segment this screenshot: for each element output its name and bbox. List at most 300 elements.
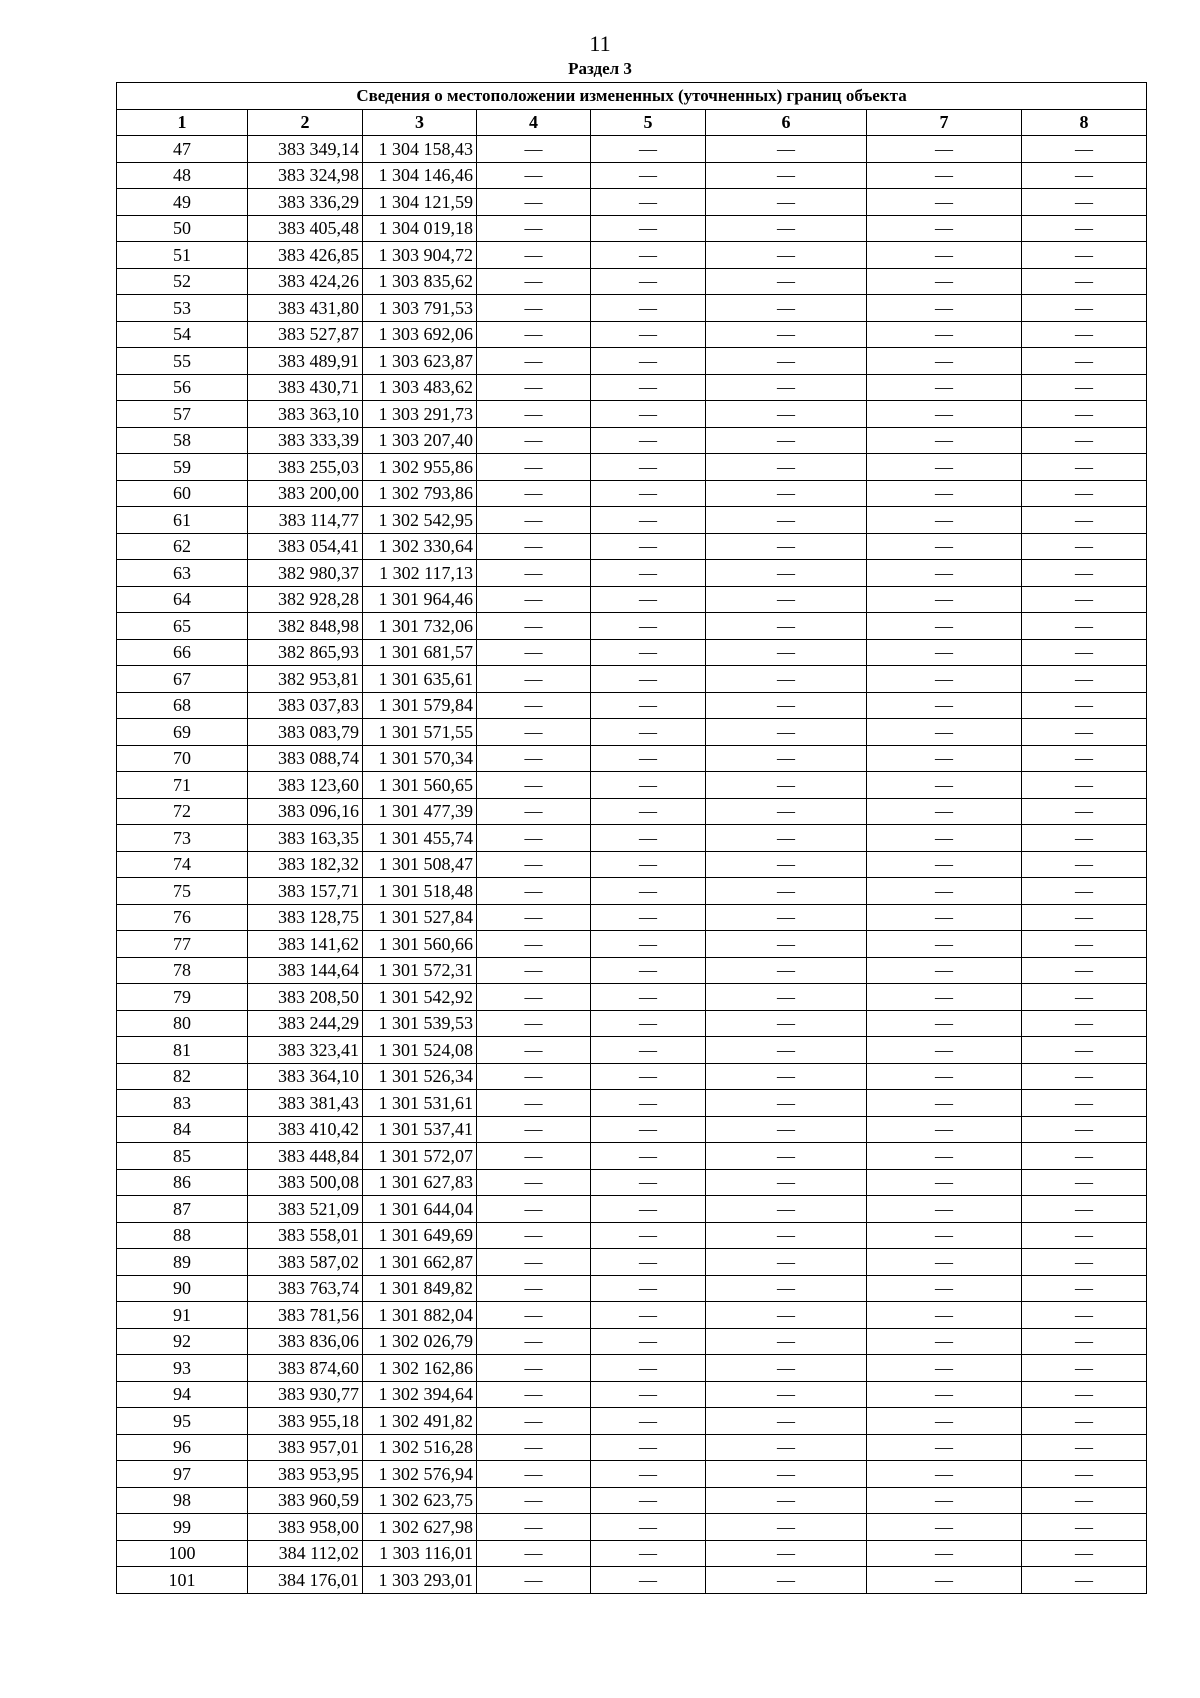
empty-dash-cell: — <box>867 772 1022 799</box>
empty-dash-cell: — <box>1022 639 1147 666</box>
coordinate-y-cell: 1 303 791,53 <box>363 295 477 322</box>
empty-dash-cell: — <box>867 401 1022 428</box>
empty-dash-cell: — <box>706 931 867 958</box>
coordinate-x-cell: 383 405,48 <box>248 215 363 242</box>
empty-dash-cell: — <box>477 1514 591 1541</box>
table-row <box>117 321 1147 348</box>
empty-dash-cell: — <box>706 374 867 401</box>
point-number-cell: 85 <box>117 1143 248 1170</box>
empty-dash-cell: — <box>706 162 867 189</box>
column-header: 5 <box>591 109 706 136</box>
empty-dash-cell: — <box>867 507 1022 534</box>
empty-dash-cell: — <box>591 1355 706 1382</box>
empty-dash-cell: — <box>1022 162 1147 189</box>
empty-dash-cell: — <box>706 454 867 481</box>
empty-dash-cell: — <box>706 268 867 295</box>
table-row <box>117 666 1147 693</box>
empty-dash-cell: — <box>1022 772 1147 799</box>
empty-dash-cell: — <box>706 507 867 534</box>
empty-dash-cell: — <box>867 1514 1022 1541</box>
coordinate-x-cell: 384 112,02 <box>248 1540 363 1567</box>
section-title: Раздел 3 <box>568 59 632 78</box>
table-row <box>117 533 1147 560</box>
coordinate-x-cell: 383 874,60 <box>248 1355 363 1382</box>
coordinate-x-cell: 382 865,93 <box>248 639 363 666</box>
empty-dash-cell: — <box>1022 931 1147 958</box>
empty-dash-cell: — <box>477 1143 591 1170</box>
point-number-cell: 53 <box>117 295 248 322</box>
point-number-cell: 99 <box>117 1514 248 1541</box>
empty-dash-cell: — <box>477 480 591 507</box>
table-row <box>117 1408 1147 1435</box>
empty-dash-cell: — <box>867 719 1022 746</box>
empty-dash-cell: — <box>591 1381 706 1408</box>
coordinate-x-cell: 383 083,79 <box>248 719 363 746</box>
empty-dash-cell: — <box>867 1302 1022 1329</box>
empty-dash-cell: — <box>477 851 591 878</box>
table-header-row <box>117 109 1147 136</box>
empty-dash-cell: — <box>1022 1540 1147 1567</box>
empty-dash-cell: — <box>591 1567 706 1594</box>
empty-dash-cell: — <box>1022 825 1147 852</box>
empty-dash-cell: — <box>867 215 1022 242</box>
coordinate-x-cell: 383 123,60 <box>248 772 363 799</box>
empty-dash-cell: — <box>591 904 706 931</box>
empty-dash-cell: — <box>867 957 1022 984</box>
empty-dash-cell: — <box>1022 374 1147 401</box>
column-header: 1 <box>117 109 248 136</box>
empty-dash-cell: — <box>591 1063 706 1090</box>
empty-dash-cell: — <box>1022 1328 1147 1355</box>
empty-dash-cell: — <box>1022 1169 1147 1196</box>
table-row <box>117 1196 1147 1223</box>
empty-dash-cell: — <box>867 1355 1022 1382</box>
empty-dash-cell: — <box>867 268 1022 295</box>
coordinate-y-cell: 1 301 627,83 <box>363 1169 477 1196</box>
empty-dash-cell: — <box>867 1381 1022 1408</box>
empty-dash-cell: — <box>706 1381 867 1408</box>
empty-dash-cell: — <box>591 1275 706 1302</box>
coordinate-y-cell: 1 301 964,46 <box>363 586 477 613</box>
empty-dash-cell: — <box>477 586 591 613</box>
empty-dash-cell: — <box>867 1275 1022 1302</box>
table-row <box>117 904 1147 931</box>
coordinate-x-cell: 383 960,59 <box>248 1487 363 1514</box>
empty-dash-cell: — <box>477 1010 591 1037</box>
table-row <box>117 1381 1147 1408</box>
coordinate-y-cell: 1 302 955,86 <box>363 454 477 481</box>
table-row <box>117 1222 1147 1249</box>
table-row <box>117 1037 1147 1064</box>
table-row <box>117 507 1147 534</box>
empty-dash-cell: — <box>477 1355 591 1382</box>
empty-dash-cell: — <box>706 1514 867 1541</box>
point-number-cell: 64 <box>117 586 248 613</box>
empty-dash-cell: — <box>477 772 591 799</box>
empty-dash-cell: — <box>477 719 591 746</box>
empty-dash-cell: — <box>477 639 591 666</box>
table-body <box>117 136 1147 1594</box>
empty-dash-cell: — <box>591 1143 706 1170</box>
table-row <box>117 772 1147 799</box>
coordinate-x-cell: 384 176,01 <box>248 1567 363 1594</box>
coordinate-x-cell: 383 930,77 <box>248 1381 363 1408</box>
empty-dash-cell: — <box>477 825 591 852</box>
empty-dash-cell: — <box>867 1037 1022 1064</box>
empty-dash-cell: — <box>706 798 867 825</box>
empty-dash-cell: — <box>1022 1143 1147 1170</box>
coordinate-x-cell: 382 848,98 <box>248 613 363 640</box>
table-row <box>117 136 1147 163</box>
point-number-cell: 71 <box>117 772 248 799</box>
empty-dash-cell: — <box>591 1487 706 1514</box>
empty-dash-cell: — <box>1022 242 1147 269</box>
empty-dash-cell: — <box>867 745 1022 772</box>
coordinate-x-cell: 383 410,42 <box>248 1116 363 1143</box>
coordinate-x-cell: 383 037,83 <box>248 692 363 719</box>
coordinate-y-cell: 1 301 531,61 <box>363 1090 477 1117</box>
empty-dash-cell: — <box>477 1090 591 1117</box>
empty-dash-cell: — <box>591 1037 706 1064</box>
empty-dash-cell: — <box>1022 851 1147 878</box>
empty-dash-cell: — <box>867 1408 1022 1435</box>
empty-dash-cell: — <box>477 401 591 428</box>
empty-dash-cell: — <box>706 348 867 375</box>
empty-dash-cell: — <box>591 295 706 322</box>
coordinate-x-cell: 383 182,32 <box>248 851 363 878</box>
coordinate-y-cell: 1 302 491,82 <box>363 1408 477 1435</box>
coordinate-x-cell: 383 114,77 <box>248 507 363 534</box>
coordinate-y-cell: 1 301 527,84 <box>363 904 477 931</box>
empty-dash-cell: — <box>706 613 867 640</box>
table-row <box>117 1063 1147 1090</box>
empty-dash-cell: — <box>706 825 867 852</box>
empty-dash-cell: — <box>1022 878 1147 905</box>
point-number-cell: 101 <box>117 1567 248 1594</box>
boundary-coordinates-table <box>116 82 1147 1594</box>
coordinate-x-cell: 383 336,29 <box>248 189 363 216</box>
coordinate-x-cell: 383 587,02 <box>248 1249 363 1276</box>
table-row <box>117 1567 1147 1594</box>
empty-dash-cell: — <box>591 427 706 454</box>
coordinate-x-cell: 382 980,37 <box>248 560 363 587</box>
table-row <box>117 825 1147 852</box>
empty-dash-cell: — <box>706 1540 867 1567</box>
empty-dash-cell: — <box>867 851 1022 878</box>
empty-dash-cell: — <box>1022 613 1147 640</box>
coordinate-y-cell: 1 301 572,07 <box>363 1143 477 1170</box>
coordinate-y-cell: 1 301 849,82 <box>363 1275 477 1302</box>
empty-dash-cell: — <box>477 1381 591 1408</box>
empty-dash-cell: — <box>706 1567 867 1594</box>
table-row <box>117 931 1147 958</box>
empty-dash-cell: — <box>706 295 867 322</box>
empty-dash-cell: — <box>477 189 591 216</box>
coordinate-y-cell: 1 302 330,64 <box>363 533 477 560</box>
empty-dash-cell: — <box>867 798 1022 825</box>
empty-dash-cell: — <box>867 1010 1022 1037</box>
point-number-cell: 58 <box>117 427 248 454</box>
empty-dash-cell: — <box>591 878 706 905</box>
empty-dash-cell: — <box>1022 454 1147 481</box>
empty-dash-cell: — <box>867 162 1022 189</box>
empty-dash-cell: — <box>867 931 1022 958</box>
empty-dash-cell: — <box>706 321 867 348</box>
coordinate-y-cell: 1 301 524,08 <box>363 1037 477 1064</box>
empty-dash-cell: — <box>1022 1010 1147 1037</box>
empty-dash-cell: — <box>1022 533 1147 560</box>
empty-dash-cell: — <box>867 348 1022 375</box>
coordinate-y-cell: 1 301 477,39 <box>363 798 477 825</box>
point-number-cell: 65 <box>117 613 248 640</box>
coordinate-x-cell: 383 430,71 <box>248 374 363 401</box>
empty-dash-cell: — <box>477 878 591 905</box>
point-number-cell: 95 <box>117 1408 248 1435</box>
empty-dash-cell: — <box>591 533 706 560</box>
empty-dash-cell: — <box>1022 268 1147 295</box>
empty-dash-cell: — <box>591 1222 706 1249</box>
empty-dash-cell: — <box>1022 1567 1147 1594</box>
coordinate-y-cell: 1 302 516,28 <box>363 1434 477 1461</box>
table-row <box>117 1461 1147 1488</box>
table-row <box>117 692 1147 719</box>
coordinate-x-cell: 383 424,26 <box>248 268 363 295</box>
empty-dash-cell: — <box>706 878 867 905</box>
coordinate-y-cell: 1 304 158,43 <box>363 136 477 163</box>
coordinate-x-cell: 383 141,62 <box>248 931 363 958</box>
empty-dash-cell: — <box>867 480 1022 507</box>
point-number-cell: 89 <box>117 1249 248 1276</box>
point-number-cell: 82 <box>117 1063 248 1090</box>
point-number-cell: 49 <box>117 189 248 216</box>
empty-dash-cell: — <box>1022 1116 1147 1143</box>
empty-dash-cell: — <box>477 1567 591 1594</box>
point-number-cell: 91 <box>117 1302 248 1329</box>
empty-dash-cell: — <box>591 639 706 666</box>
table-row <box>117 586 1147 613</box>
coordinate-x-cell: 383 763,74 <box>248 1275 363 1302</box>
table-row <box>117 1514 1147 1541</box>
empty-dash-cell: — <box>867 613 1022 640</box>
coordinate-x-cell: 383 363,10 <box>248 401 363 428</box>
empty-dash-cell: — <box>706 1063 867 1090</box>
empty-dash-cell: — <box>706 692 867 719</box>
coordinate-x-cell: 383 431,80 <box>248 295 363 322</box>
empty-dash-cell: — <box>477 427 591 454</box>
empty-dash-cell: — <box>867 904 1022 931</box>
coordinate-x-cell: 383 144,64 <box>248 957 363 984</box>
empty-dash-cell: — <box>867 1461 1022 1488</box>
point-number-cell: 54 <box>117 321 248 348</box>
empty-dash-cell: — <box>1022 1355 1147 1382</box>
coordinate-y-cell: 1 301 644,04 <box>363 1196 477 1223</box>
empty-dash-cell: — <box>706 401 867 428</box>
empty-dash-cell: — <box>1022 401 1147 428</box>
empty-dash-cell: — <box>477 1249 591 1276</box>
table-row <box>117 268 1147 295</box>
coordinate-x-cell: 383 333,39 <box>248 427 363 454</box>
point-number-cell: 63 <box>117 560 248 587</box>
point-number-cell: 47 <box>117 136 248 163</box>
point-number-cell: 98 <box>117 1487 248 1514</box>
empty-dash-cell: — <box>706 1461 867 1488</box>
empty-dash-cell: — <box>867 1222 1022 1249</box>
empty-dash-cell: — <box>867 295 1022 322</box>
empty-dash-cell: — <box>591 1116 706 1143</box>
table-row <box>117 851 1147 878</box>
point-number-cell: 66 <box>117 639 248 666</box>
empty-dash-cell: — <box>591 745 706 772</box>
empty-dash-cell: — <box>477 1222 591 1249</box>
empty-dash-cell: — <box>591 798 706 825</box>
table-row <box>117 560 1147 587</box>
coordinate-x-cell: 383 489,91 <box>248 348 363 375</box>
empty-dash-cell: — <box>591 268 706 295</box>
coordinate-x-cell: 383 323,41 <box>248 1037 363 1064</box>
empty-dash-cell: — <box>591 613 706 640</box>
empty-dash-cell: — <box>1022 1063 1147 1090</box>
empty-dash-cell: — <box>591 1461 706 1488</box>
empty-dash-cell: — <box>1022 1408 1147 1435</box>
empty-dash-cell: — <box>477 1169 591 1196</box>
coordinate-y-cell: 1 301 539,53 <box>363 1010 477 1037</box>
coordinate-y-cell: 1 302 576,94 <box>363 1461 477 1488</box>
coordinate-x-cell: 383 521,09 <box>248 1196 363 1223</box>
table-row <box>117 427 1147 454</box>
empty-dash-cell: — <box>1022 957 1147 984</box>
empty-dash-cell: — <box>1022 560 1147 587</box>
empty-dash-cell: — <box>1022 719 1147 746</box>
empty-dash-cell: — <box>706 1010 867 1037</box>
table-row <box>117 162 1147 189</box>
coordinate-y-cell: 1 301 579,84 <box>363 692 477 719</box>
table-row <box>117 798 1147 825</box>
coordinate-x-cell: 383 088,74 <box>248 745 363 772</box>
coordinate-x-cell: 383 448,84 <box>248 1143 363 1170</box>
empty-dash-cell: — <box>867 1063 1022 1090</box>
empty-dash-cell: — <box>477 904 591 931</box>
coordinate-x-cell: 383 054,41 <box>248 533 363 560</box>
coordinate-x-cell: 382 928,28 <box>248 586 363 613</box>
empty-dash-cell: — <box>477 507 591 534</box>
empty-dash-cell: — <box>1022 798 1147 825</box>
point-number-cell: 77 <box>117 931 248 958</box>
point-number-cell: 72 <box>117 798 248 825</box>
empty-dash-cell: — <box>591 1169 706 1196</box>
empty-dash-cell: — <box>1022 1037 1147 1064</box>
point-number-cell: 48 <box>117 162 248 189</box>
coordinate-y-cell: 1 302 026,79 <box>363 1328 477 1355</box>
empty-dash-cell: — <box>591 401 706 428</box>
empty-dash-cell: — <box>867 1328 1022 1355</box>
coordinate-y-cell: 1 302 542,95 <box>363 507 477 534</box>
empty-dash-cell: — <box>706 480 867 507</box>
empty-dash-cell: — <box>591 162 706 189</box>
table-caption-row <box>117 83 1147 110</box>
empty-dash-cell: — <box>477 162 591 189</box>
empty-dash-cell: — <box>477 1196 591 1223</box>
empty-dash-cell: — <box>477 1302 591 1329</box>
empty-dash-cell: — <box>477 1116 591 1143</box>
empty-dash-cell: — <box>477 454 591 481</box>
table-row <box>117 639 1147 666</box>
coordinate-x-cell: 383 163,35 <box>248 825 363 852</box>
table-row <box>117 401 1147 428</box>
empty-dash-cell: — <box>706 586 867 613</box>
coordinate-y-cell: 1 303 692,06 <box>363 321 477 348</box>
table-row <box>117 1169 1147 1196</box>
coordinate-y-cell: 1 301 681,57 <box>363 639 477 666</box>
empty-dash-cell: — <box>867 1567 1022 1594</box>
coordinate-y-cell: 1 304 121,59 <box>363 189 477 216</box>
empty-dash-cell: — <box>706 1355 867 1382</box>
empty-dash-cell: — <box>706 1249 867 1276</box>
point-number-cell: 76 <box>117 904 248 931</box>
empty-dash-cell: — <box>591 374 706 401</box>
empty-dash-cell: — <box>867 1540 1022 1567</box>
empty-dash-cell: — <box>867 692 1022 719</box>
table-row <box>117 1434 1147 1461</box>
point-number-cell: 51 <box>117 242 248 269</box>
empty-dash-cell: — <box>867 1169 1022 1196</box>
empty-dash-cell: — <box>591 189 706 216</box>
empty-dash-cell: — <box>1022 480 1147 507</box>
page-number: 11 <box>589 31 611 56</box>
column-header: 4 <box>477 109 591 136</box>
column-header: 2 <box>248 109 363 136</box>
empty-dash-cell: — <box>1022 321 1147 348</box>
coordinate-y-cell: 1 301 542,92 <box>363 984 477 1011</box>
column-header: 6 <box>706 109 867 136</box>
point-number-cell: 68 <box>117 692 248 719</box>
table-row <box>117 242 1147 269</box>
coordinate-y-cell: 1 301 635,61 <box>363 666 477 693</box>
coordinate-x-cell: 383 324,98 <box>248 162 363 189</box>
point-number-cell: 83 <box>117 1090 248 1117</box>
coordinate-y-cell: 1 301 572,31 <box>363 957 477 984</box>
empty-dash-cell: — <box>706 984 867 1011</box>
empty-dash-cell: — <box>706 1090 867 1117</box>
point-number-cell: 69 <box>117 719 248 746</box>
empty-dash-cell: — <box>867 639 1022 666</box>
coordinate-y-cell: 1 301 571,55 <box>363 719 477 746</box>
empty-dash-cell: — <box>591 931 706 958</box>
empty-dash-cell: — <box>1022 136 1147 163</box>
empty-dash-cell: — <box>591 1090 706 1117</box>
empty-dash-cell: — <box>706 1037 867 1064</box>
empty-dash-cell: — <box>591 1434 706 1461</box>
point-number-cell: 60 <box>117 480 248 507</box>
point-number-cell: 80 <box>117 1010 248 1037</box>
empty-dash-cell: — <box>706 745 867 772</box>
coordinate-x-cell: 383 349,14 <box>248 136 363 163</box>
coordinate-x-cell: 383 364,10 <box>248 1063 363 1090</box>
point-number-cell: 75 <box>117 878 248 905</box>
table-row <box>117 1540 1147 1567</box>
empty-dash-cell: — <box>1022 348 1147 375</box>
point-number-cell: 78 <box>117 957 248 984</box>
empty-dash-cell: — <box>477 1461 591 1488</box>
empty-dash-cell: — <box>706 851 867 878</box>
empty-dash-cell: — <box>867 560 1022 587</box>
empty-dash-cell: — <box>1022 1222 1147 1249</box>
empty-dash-cell: — <box>591 1249 706 1276</box>
empty-dash-cell: — <box>1022 1487 1147 1514</box>
empty-dash-cell: — <box>1022 1249 1147 1276</box>
empty-dash-cell: — <box>477 692 591 719</box>
coordinate-x-cell: 383 208,50 <box>248 984 363 1011</box>
empty-dash-cell: — <box>591 1010 706 1037</box>
